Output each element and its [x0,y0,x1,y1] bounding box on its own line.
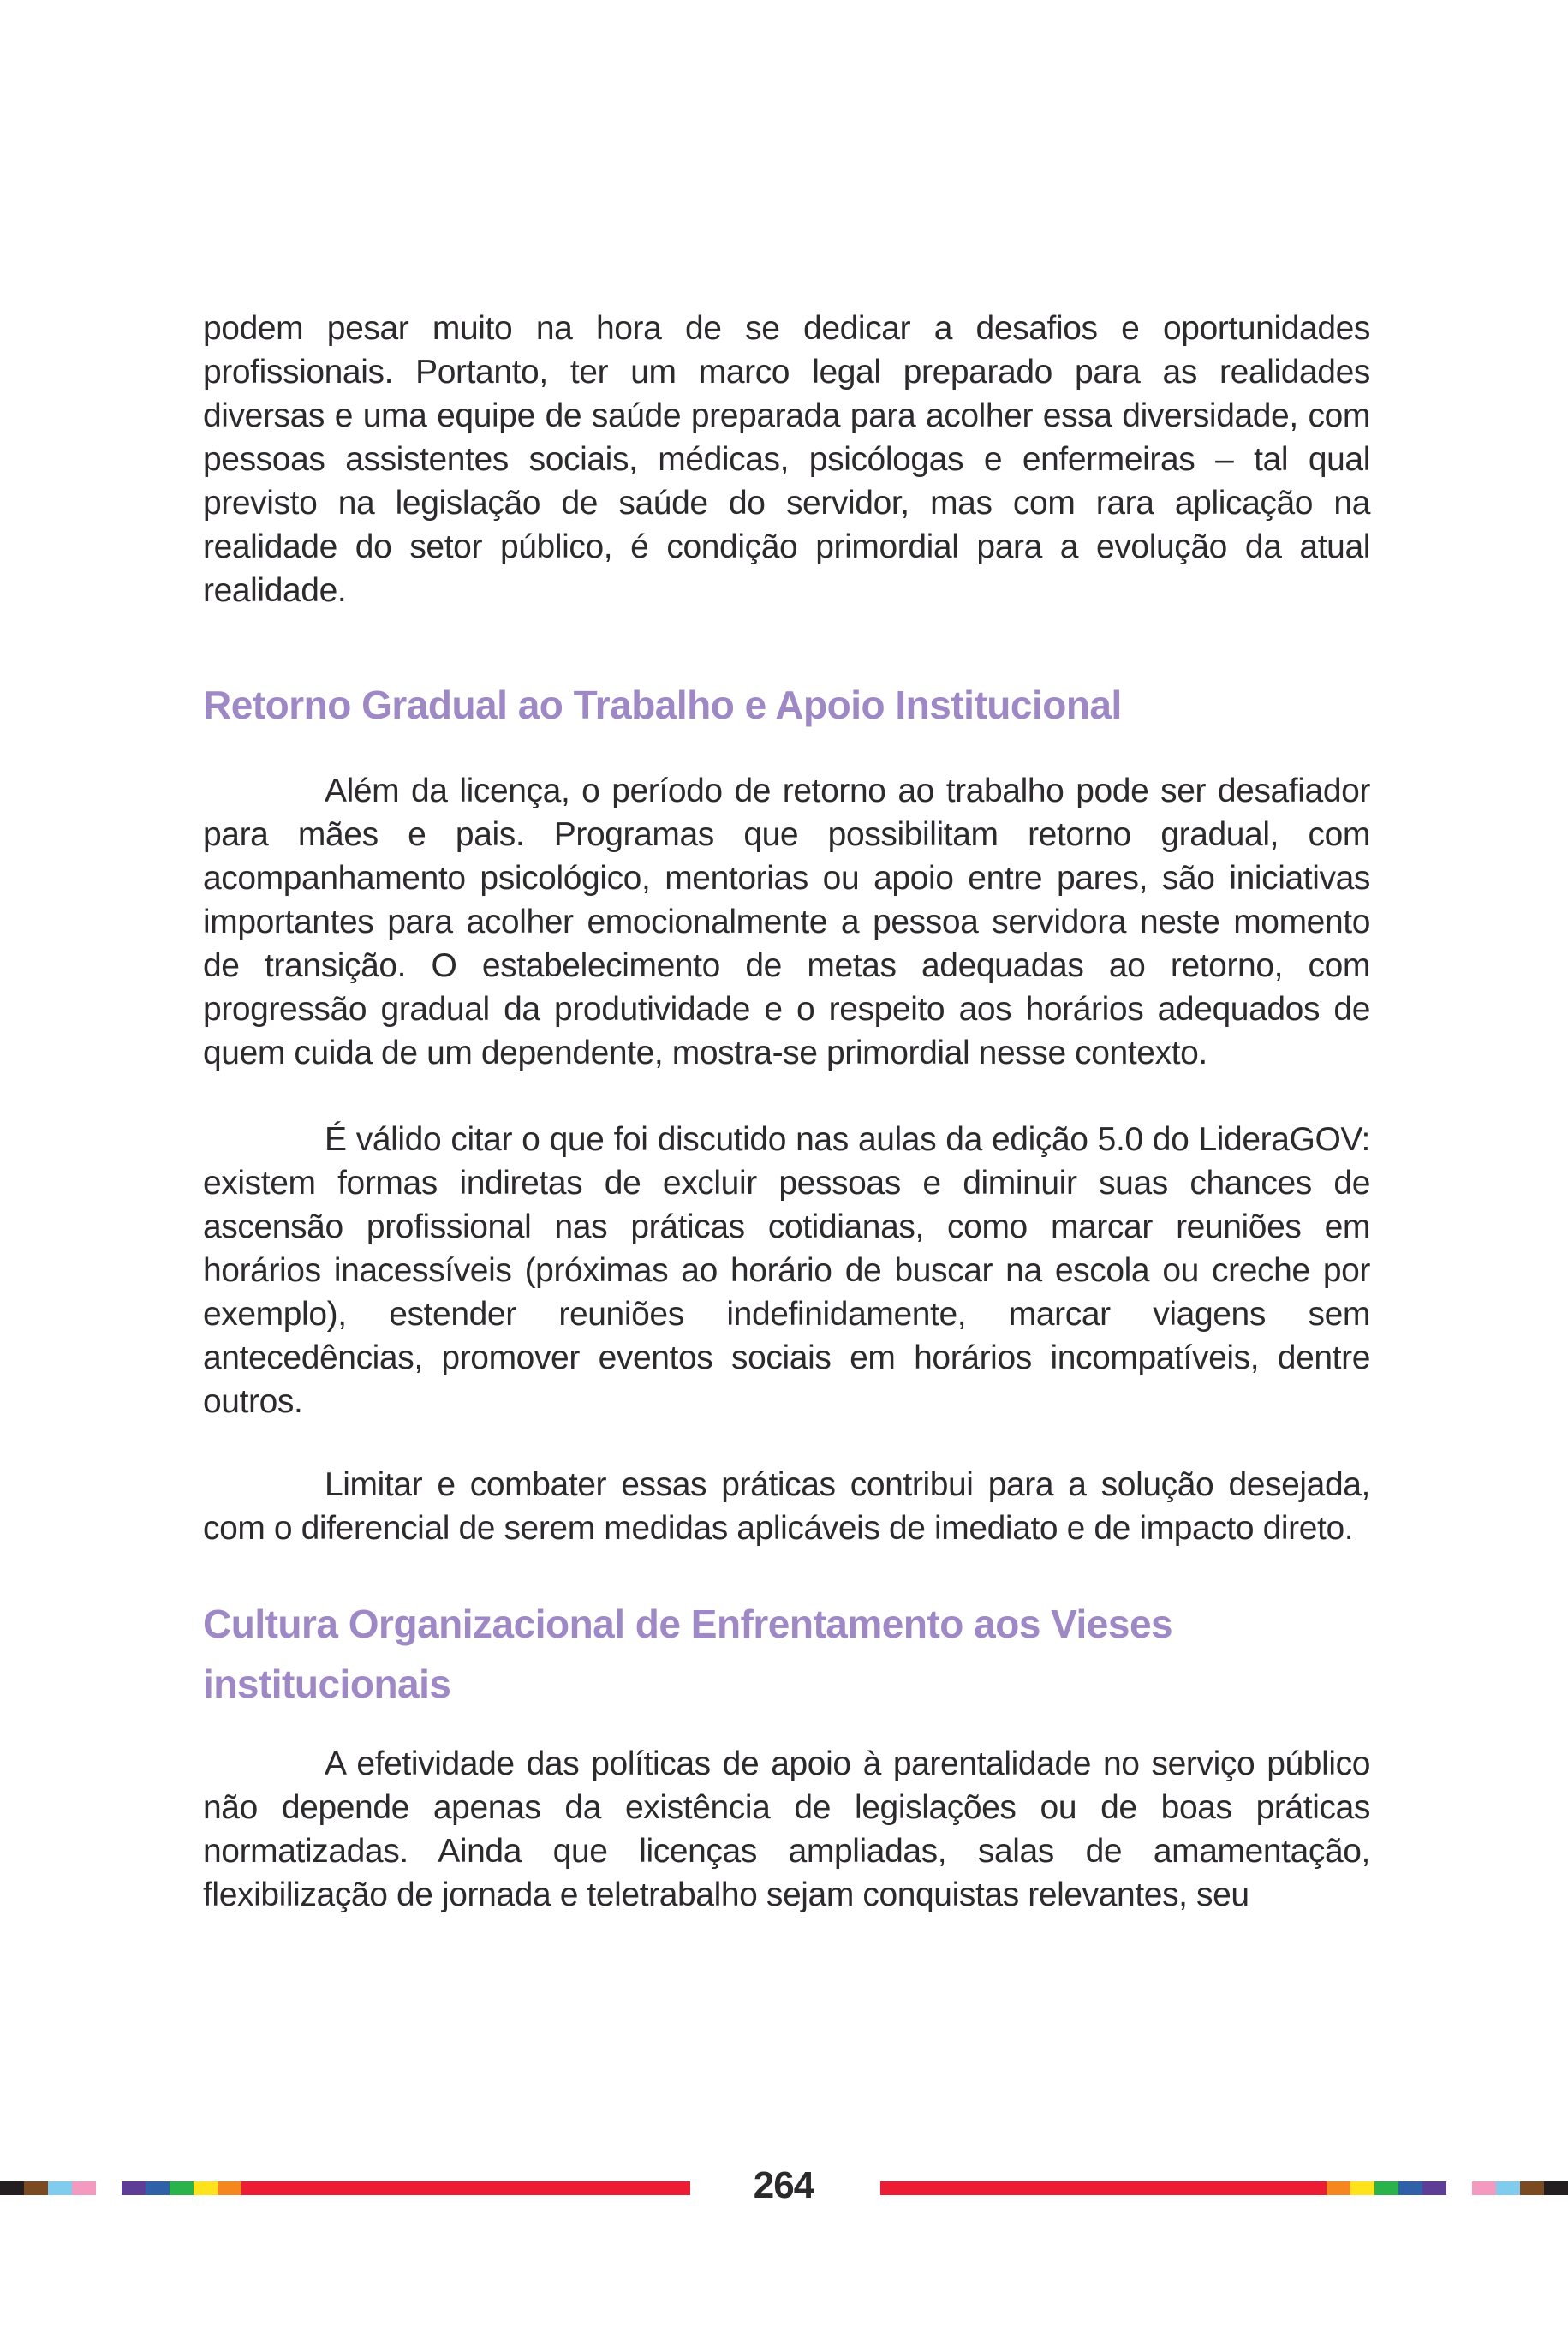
page-number: 264 [753,2164,814,2206]
strip-segment-pink [1472,2181,1496,2195]
strip-segment-green [1374,2181,1398,2195]
paragraph: É válido citar o que foi discutido nas aulas da edição 5.0 do LideraGOV: existem formas indiretas de excluir pessoas e diminuir suas chances de ascensão profissional nas práticas cotidianas, como marcar reuniões em horários inacessíveis (próximas ao horário de buscar na escola ou creche por exemplo), estender reuniões indefinidamente, marcar viagens sem antecedências, promover eventos sociais em horários incompatíveis, dentre outros. [203,1121,1370,1420]
strip-segment-black [0,2181,24,2195]
strip-segment-blue [1398,2181,1422,2195]
strip-segment-white-gap [96,2181,122,2195]
strip-segment-black [1544,2181,1568,2195]
section-heading-retorno-gradual: Retorno Gradual ao Trabalho e Apoio Institucional [203,683,1122,727]
strip-segment-orange [218,2181,241,2195]
strip-segment-pink [72,2181,96,2195]
paragraph: Além da licença, o período de retorno ao trabalho pode ser desafiador para mães e pais. Programas que possibilitam retorno gradual, com acompanhamento psicológico, mentorias ou apoio entre pares, são iniciativas importantes para acolher emocionalmente a pessoa servidora neste momento de transição. O estabelecimento de metas adequadas ao retorno, com progressão gradual da produtividade e o respeito aos horários adequados de quem cuida de um dependente, mostra-se primordial nesse contexto. [203,773,1370,1071]
strip-segment-yellow [194,2181,218,2195]
pride-strip-right [880,2181,1568,2195]
strip-segment-yellow [1350,2181,1374,2195]
strip-segment-light-blue [1496,2181,1520,2195]
strip-segment-purple [122,2181,146,2195]
section-heading-cultura-organizacional [203,1594,1370,1714]
strip-segment-blue [146,2181,170,2195]
strip-segment-brown [1520,2181,1544,2195]
strip-segment-white-gap [1446,2181,1472,2195]
heading-line: institucionais [203,1662,451,1706]
strip-segment-brown [24,2181,48,2195]
strip-segment-red-bar [880,2181,1327,2195]
pride-strip-left [0,2181,690,2195]
page-content [203,307,1370,1917]
strip-segment-orange [1327,2181,1350,2195]
paragraph-continuation: podem pesar muito na hora de se dedicar a desafios e oportunidades profissionais. Portanto, ter um marco legal preparado para as realidades diversas e uma equipe de saúde preparada para acolher essa diversidade, com pessoas assistentes sociais, médicas, psicólogas e enfermeiras – tal qual previsto na legislação de saúde do servidor, mas com rara aplicação na realidade do setor público, é condição primordial para a evolução da atual realidade. [203,310,1370,609]
strip-segment-light-blue [48,2181,72,2195]
paragraph: Limitar e combater essas práticas contribui para a solução desejada, com o diferencial de serem medidas aplicáveis de imediato e de impacto direto. [203,1466,1370,1547]
strip-segment-red-bar [241,2181,690,2195]
strip-segment-green [170,2181,194,2195]
heading-line: Cultura Organizacional de Enfrentamento aos Vieses [203,1602,1173,1646]
paragraph: A efetividade das políticas de apoio à parentalidade no serviço público não depende apenas da existência de legislações ou de boas práticas normatizadas. Ainda que licenças ampliadas, salas de amamentação, flexibilização de jornada e teletrabalho sejam conquistas relevantes, seu [203,1745,1370,1913]
strip-segment-purple [1422,2181,1446,2195]
